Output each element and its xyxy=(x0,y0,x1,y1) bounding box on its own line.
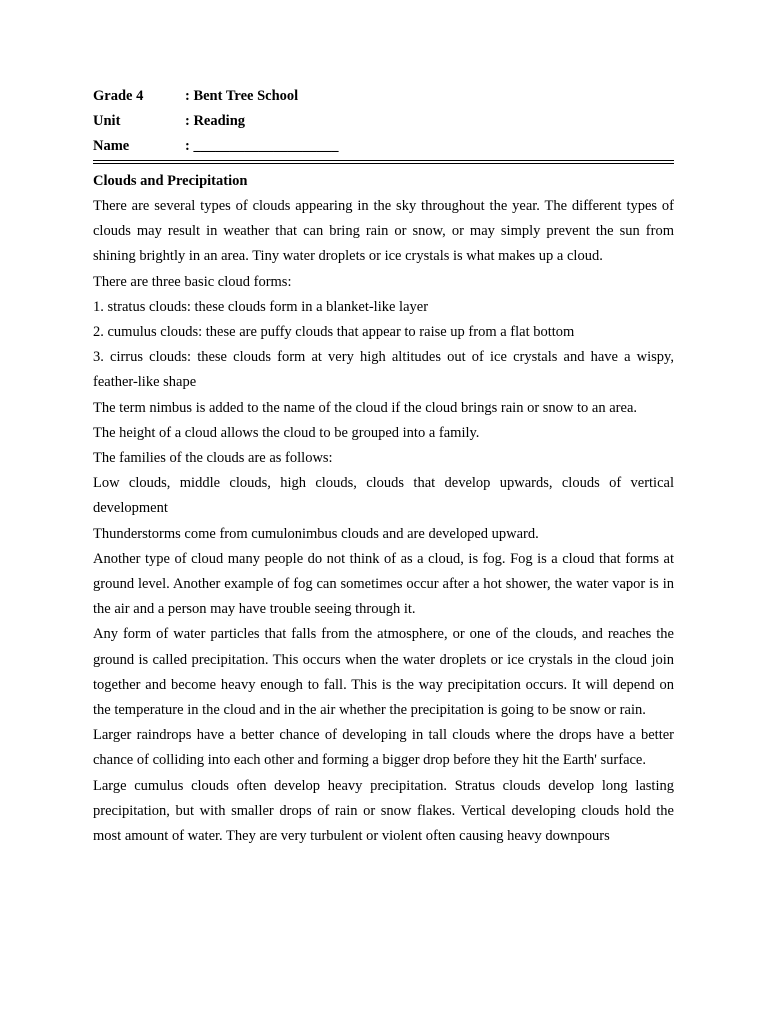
list-item: 2. cumulus clouds: these are puffy clouds that appear to raise up from a flat bottom xyxy=(93,324,575,341)
name-label: Name xyxy=(93,138,130,154)
school-name: : Bent Tree School xyxy=(185,88,299,104)
document-title: Clouds and Precipitation xyxy=(93,173,248,189)
unit-value: : Reading xyxy=(185,113,246,129)
list-item: 1. stratus clouds: these clouds form in a blanket-like layer xyxy=(93,298,429,315)
header-row-grade xyxy=(93,84,674,109)
header-divider-top xyxy=(93,160,674,161)
header-row-name xyxy=(93,134,674,159)
paragraph: There are three basic cloud forms: xyxy=(93,273,292,290)
paragraph: There are several types of clouds appearing in the sky throughout the year. The different types of clouds may result in weather that can bring rain or snow, or may simply prevent the sun from shining brightly in an area. Tiny water droplets or ice crystals is what makes up a cloud. xyxy=(93,198,674,265)
paragraph: The families of the clouds are as follows: xyxy=(93,450,333,467)
document-page xyxy=(93,84,674,849)
document-body xyxy=(93,194,674,849)
name-blank: : ____________________ xyxy=(185,138,339,154)
paragraph: Another type of cloud many people do not think of as a cloud, is fog. Fog is a cloud that forms at ground level. Another example of fog can sometimes occur after a hot shower, the water vapor is in the air and a person may have trouble seeing through it. xyxy=(93,550,674,618)
header-divider-bottom xyxy=(93,163,674,164)
paragraph: Large cumulus clouds often develop heavy precipitation. Stratus clouds develop long lasting precipitation, but with smaller drops of rain or snow flakes. Vertical developing clouds hold the most amount of water. They are very turbulent or violent often causing heavy downpours xyxy=(93,777,674,845)
paragraph: The height of a cloud allows the cloud to be grouped into a family. xyxy=(93,424,480,441)
header-row-unit xyxy=(93,109,674,134)
paragraph: Low clouds, middle clouds, high clouds, clouds that develop upwards, clouds of vertical development xyxy=(93,475,674,517)
worksheet-header xyxy=(93,84,674,164)
unit-label: Unit xyxy=(93,113,121,129)
paragraph: Thunderstorms come from cumulonimbus clouds and are developed upward. xyxy=(93,525,539,542)
grade-label: Grade 4 xyxy=(93,88,144,104)
paragraph: Any form of water particles that falls from the atmosphere, or one of the clouds, and reaches the ground is called precipitation. This occurs when the water droplets or ice crystals in the cloud join together and become heavy enough to fall. This is the way precipitation occurs. It will depend on the temperature in the cloud and in the air whether the precipitation is going to be snow or rain. xyxy=(93,626,674,719)
list-item: 3. cirrus clouds: these clouds form at very high altitudes out of ice crystals and have a wispy, feather-like shape xyxy=(93,349,674,391)
paragraph: The term nimbus is added to the name of the cloud if the cloud brings rain or snow to an area. xyxy=(93,399,638,416)
paragraph: Larger raindrops have a better chance of developing in tall clouds where the drops have a better chance of colliding into each other and forming a bigger drop before they hit the Earth' surface. xyxy=(93,727,674,769)
